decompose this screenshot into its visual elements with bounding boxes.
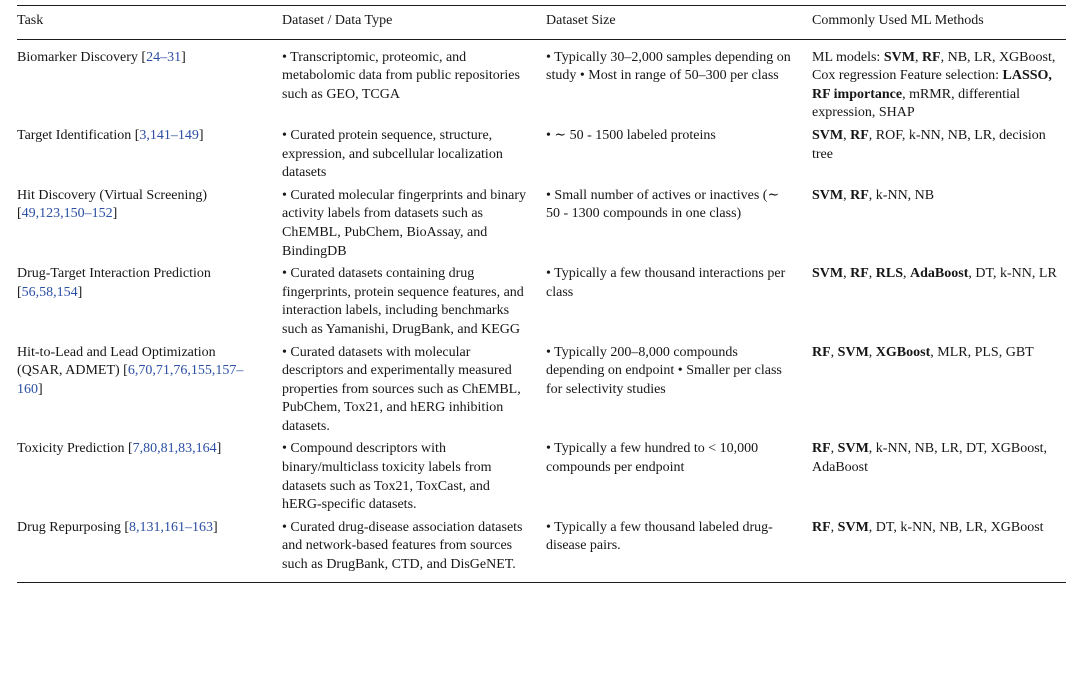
text-segment: ] xyxy=(112,206,118,222)
text-segment: ] xyxy=(38,381,43,397)
table-row xyxy=(17,263,1066,341)
text-segment: • Curated datasets containing drug fingerprints, protein sequence features, and interaction labels, including benchmarks such as Yamanishi, DrugBank, and KEGG xyxy=(282,266,524,337)
cell-dataset-type xyxy=(282,438,546,516)
text-segment: , xyxy=(914,49,922,65)
cell-task xyxy=(17,342,282,439)
cell-task xyxy=(17,185,282,263)
table-row xyxy=(17,39,1066,125)
method-name-bold: RF xyxy=(850,127,869,143)
cell-dataset-type xyxy=(282,517,546,582)
cell-task xyxy=(17,125,282,185)
column-header-dataset-size: Dataset Size xyxy=(546,6,812,40)
cell-task xyxy=(17,438,282,516)
method-name-bold: RF xyxy=(921,49,941,65)
citation-link[interactable]: 49,123,150–152 xyxy=(21,206,113,222)
method-name-bold: SVM xyxy=(837,441,869,457)
text-segment: • Curated molecular fingerprints and binary activity labels from datasets such as ChEMBL, PubChem, BioAssay, and BindingDB xyxy=(282,187,526,259)
column-header-ml-methods: Commonly Used ML Methods xyxy=(812,6,1066,40)
citation-link[interactable]: 8,131,161–163 xyxy=(129,519,213,535)
text-segment: • Typically 200–8,000 compounds depending on endpoint • Smaller per class for selectivity studies xyxy=(546,344,782,397)
text-segment: • Transcriptomic, proteomic, and metabolomic data from public repositories such as GEO, TCGA xyxy=(282,49,520,102)
cell-ml-methods xyxy=(812,517,1066,582)
cell-dataset-size xyxy=(546,263,812,341)
cell-ml-methods xyxy=(812,263,1066,341)
text-segment: ] xyxy=(181,49,186,65)
table-row xyxy=(17,517,1066,582)
table-row xyxy=(17,342,1066,439)
method-name-bold: SVM xyxy=(837,344,869,360)
text-segment: Drug-Target Interaction Prediction [ xyxy=(17,266,211,300)
cell-dataset-size xyxy=(546,185,812,263)
text-segment: Drug Repurposing [ xyxy=(17,519,129,535)
cell-dataset-type xyxy=(282,263,546,341)
text-segment: , xyxy=(868,344,876,360)
text-segment: , MLR, PLS, GBT xyxy=(930,344,1034,360)
method-name-bold: RF xyxy=(850,187,869,203)
method-name-bold: XGBoost xyxy=(875,344,931,360)
column-header-dataset-type: Dataset / Data Type xyxy=(282,6,546,40)
cell-dataset-size xyxy=(546,342,812,439)
cell-ml-methods xyxy=(812,438,1066,516)
text-segment: • Curated protein sequence, structure, expression, and subcellular localization datasets xyxy=(282,127,503,181)
text-segment: , mRMR, differential expression, SHAP xyxy=(812,86,1021,121)
header-row xyxy=(17,6,1066,40)
cell-ml-methods xyxy=(812,39,1066,125)
table-body xyxy=(17,39,1066,582)
ml-tasks-table xyxy=(17,5,1066,583)
method-name-bold: SVM xyxy=(837,519,869,535)
cell-dataset-type xyxy=(282,39,546,125)
cell-dataset-size xyxy=(546,438,812,516)
text-segment: • Compound descriptors with binary/multiclass toxicity labels from datasets such as Tox21, ToxCast, and hERG-specific datasets. xyxy=(282,441,492,513)
method-name-bold: SVM xyxy=(812,127,844,143)
cell-task xyxy=(17,39,282,125)
cell-dataset-type xyxy=(282,342,546,439)
citation-link[interactable]: 7,80,81,83,164 xyxy=(132,441,217,457)
text-segment: • Typically a few thousand interactions per class xyxy=(546,266,786,300)
text-segment: , ROF, k-NN, NB, LR, decision tree xyxy=(812,127,1046,162)
method-name-bold: RLS xyxy=(875,266,904,282)
text-segment: ] xyxy=(216,441,222,457)
cell-dataset-type xyxy=(282,185,546,263)
text-segment: Biomarker Discovery [ xyxy=(17,49,147,65)
table-row xyxy=(17,185,1066,263)
method-name-bold: SVM xyxy=(812,266,844,282)
method-name-bold: RF xyxy=(812,344,831,360)
text-segment: , xyxy=(830,344,838,360)
citation-link[interactable]: 3,141–149 xyxy=(139,127,199,143)
text-segment: Toxicity Prediction [ xyxy=(17,441,133,457)
text-segment: , xyxy=(843,127,851,143)
cell-dataset-type xyxy=(282,125,546,185)
method-name-bold: SVM xyxy=(812,187,844,203)
table-row xyxy=(17,438,1066,516)
text-segment: , xyxy=(903,266,911,282)
citation-link[interactable]: 6,70,71,76,155,157–160 xyxy=(17,363,244,397)
cell-dataset-size xyxy=(546,39,812,125)
cell-ml-methods xyxy=(812,342,1066,439)
method-name-bold: RF xyxy=(812,441,831,457)
cell-ml-methods xyxy=(812,185,1066,263)
text-segment: , xyxy=(830,519,838,535)
table-header xyxy=(17,6,1066,40)
text-segment: ] xyxy=(198,127,204,143)
text-segment: • ∼ 50 - 1500 labeled proteins xyxy=(546,127,716,143)
citation-link[interactable]: 24–31 xyxy=(146,49,182,65)
cell-dataset-size xyxy=(546,517,812,582)
cell-ml-methods xyxy=(812,125,1066,185)
text-segment: • Typically a few thousand labeled drug-disease pairs. xyxy=(546,519,773,554)
text-segment: , xyxy=(830,441,838,457)
text-segment: , xyxy=(843,266,851,282)
table-row xyxy=(17,125,1066,185)
text-segment: Hit-to-Lead and Lead Optimization (QSAR, ADMET) [ xyxy=(17,344,216,379)
cell-task xyxy=(17,263,282,341)
method-name-bold: LASSO, RF importance xyxy=(812,68,1052,102)
cell-task xyxy=(17,517,282,582)
method-name-bold: RF xyxy=(812,519,831,535)
method-name-bold: AdaBoost xyxy=(910,266,969,282)
citation-link[interactable]: 56,58,154 xyxy=(21,284,78,300)
text-segment: • Curated drug-disease association datasets and network-based features from sources such as DrugBank, CTD, and DisGeNET. xyxy=(282,519,523,573)
text-segment: • Curated datasets with molecular descriptors and experimentally measured properties from sources such as ChEMBL, PubChem, Tox21, and hERG inhibition datasets. xyxy=(282,344,521,434)
text-segment: , k-NN, NB xyxy=(868,187,935,203)
text-segment: , NB, LR, XGBoost, Cox regression Feature selection: xyxy=(812,49,1056,84)
column-header-task: Task xyxy=(17,6,282,40)
cell-dataset-size xyxy=(546,125,812,185)
text-segment: Target Identification [ xyxy=(17,127,140,143)
text-segment: , DT, k-NN, NB, LR, XGBoost xyxy=(868,519,1044,535)
text-segment: Hit Discovery (Virtual Screening) [ xyxy=(17,187,208,222)
text-segment: ] xyxy=(77,284,83,300)
text-segment: ] xyxy=(213,519,218,535)
text-segment: , DT, k-NN, LR xyxy=(968,266,1057,282)
text-segment: , xyxy=(868,266,876,282)
text-segment: • Small number of actives or inactives (∼ 50 - 1300 compounds in one class) xyxy=(546,187,780,222)
text-segment: • Typically 30–2,000 samples depending on study • Most in range of 50–300 per class xyxy=(546,49,791,84)
method-name-bold: RF xyxy=(850,266,869,282)
text-segment: ML models: xyxy=(812,49,884,65)
text-segment: , xyxy=(843,187,851,203)
text-segment: • Typically a few hundred to < 10,000 compounds per endpoint xyxy=(546,441,759,476)
text-segment: , k-NN, NB, LR, DT, XGBoost, AdaBoost xyxy=(812,441,1048,476)
method-name-bold: SVM xyxy=(883,49,915,65)
